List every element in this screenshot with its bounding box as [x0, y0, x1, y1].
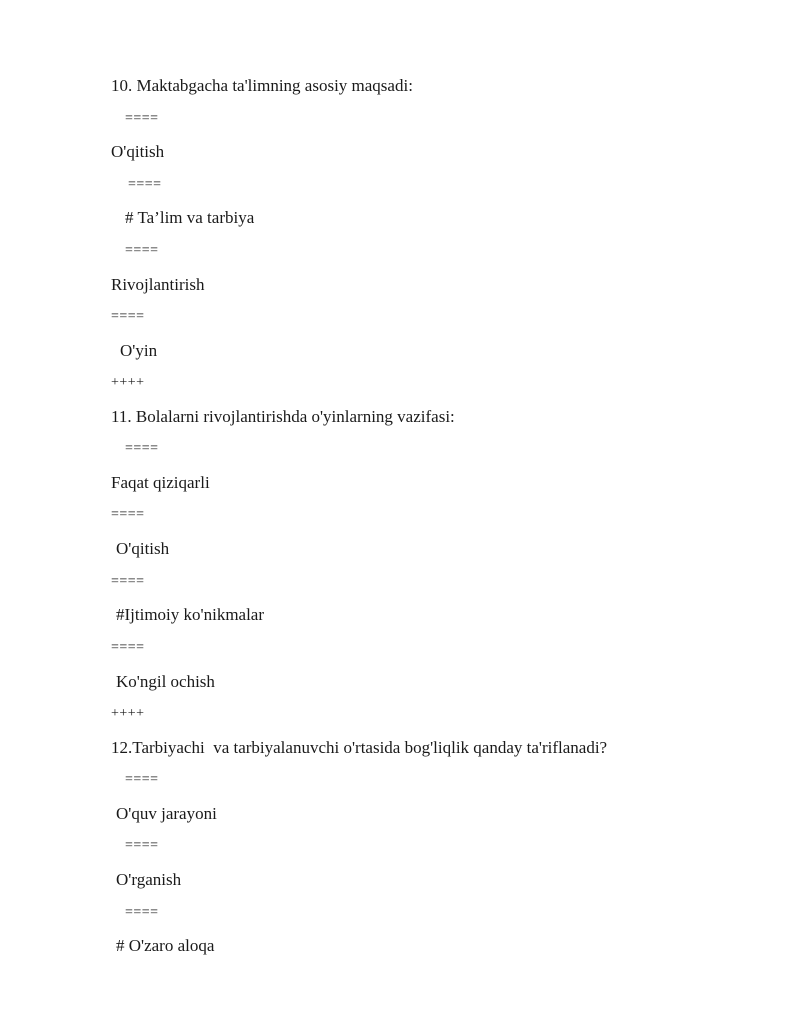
separator: ====: [125, 243, 159, 258]
separator: ====: [111, 574, 145, 589]
answer-option: Rivojlantirish: [111, 275, 205, 294]
answer-option-correct: #Ijtimoiy ko'nikmalar: [116, 605, 265, 624]
answer-option: O'quv jarayoni: [116, 804, 217, 823]
question-end-marker: ++++: [111, 375, 145, 390]
separator: ====: [111, 309, 145, 324]
separator: ====: [111, 640, 145, 655]
separator: ====: [125, 111, 159, 126]
separator: ====: [125, 905, 159, 920]
separator: ====: [125, 838, 159, 853]
answer-option: Faqat qiziqarli: [111, 473, 210, 492]
question-11: 11. Bolalarni rivojlantirishda o'yinlarning vazifasi:: [111, 407, 455, 426]
separator: ====: [128, 177, 162, 192]
separator: ====: [125, 772, 159, 787]
answer-option: O'yin: [120, 341, 158, 360]
separator: ====: [111, 507, 145, 522]
answer-option: O'rganish: [116, 870, 182, 889]
question-12: 12.Tarbiyachi va tarbiyalanuvchi o'rtasida bog'liqlik qanday ta'riflanadi?: [111, 738, 608, 757]
answer-option: O'qitish: [111, 142, 165, 161]
question-10: 10. Maktabgacha ta'limning asosiy maqsadi:: [111, 76, 413, 95]
separator: ====: [125, 441, 159, 456]
answer-option-correct: # Ta’lim va tarbiya: [125, 208, 255, 227]
answer-option-correct: # O'zaro aloqa: [116, 936, 215, 955]
answer-option: Ko'ngil ochish: [116, 672, 215, 691]
answer-option: O'qitish: [116, 539, 170, 558]
question-end-marker: ++++: [111, 706, 145, 721]
